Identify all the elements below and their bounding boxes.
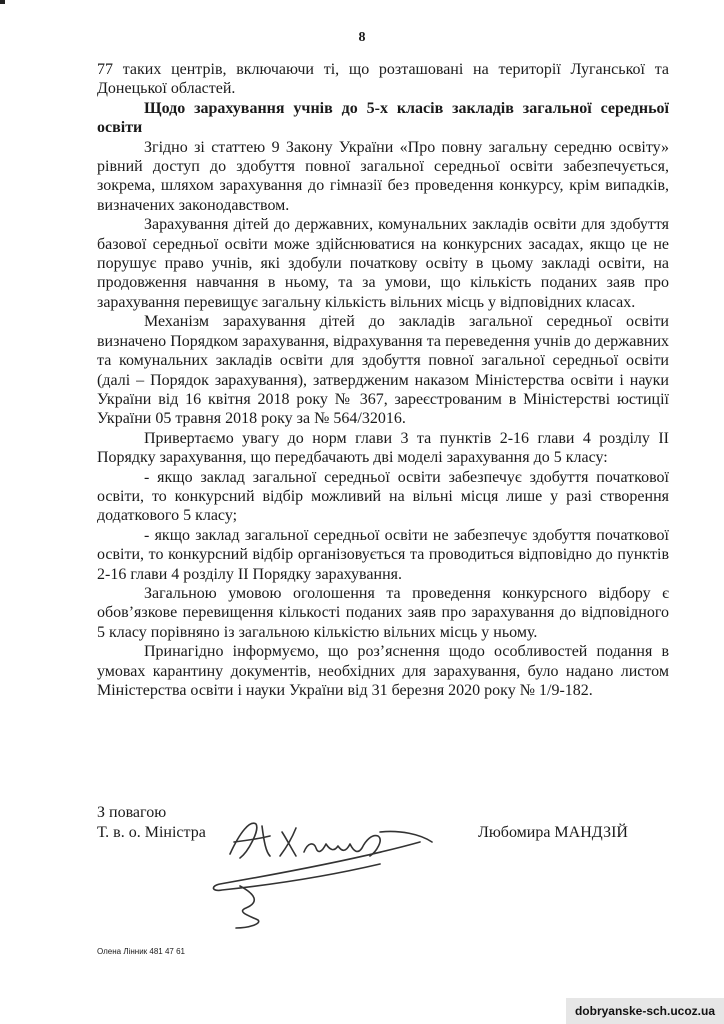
page-number: 8 [358,30,366,45]
paragraph-admission-procedure: Механізм зарахування дітей до закладів загальної середньої освіти визначено Порядком зарахування, відрахування та переведення учнів до державних та комунальних закладів освіти для здобуття повної загальної середньої освіти (далі – Порядок зарахування), затвердженим наказом Міністерства освіти і науки України від 16 квітня 2018 року № 367, зареєстрованим в Міністерстві юстиції України 05 травня 2018 року за № 564/32016. [97,313,669,428]
paragraph-continuation: 77 таких центрів, включаючи ті, що розташовані на території Луганської та Донецької областей. [97,61,669,98]
closing-block [97,803,206,843]
closing-regards: З повагою [97,804,167,821]
paragraph-competitive-admission: Зарахування дітей до державних, комунальних закладів освіти для здобуття базової середньої освіти може здійснюватися на конкурсних засадах, якщо це не порушує право учнів, які здобули початкову освіту в цьому закладі освіти, на продовження навчання в ньому, та за умови, що кількість поданих заяв про зарахування перевищує загальну кількість вільних місць у відповідних класах. [97,216,669,311]
list-item-model-two: - якщо заклад загальної середньої освіти не забезпечує здобуття початкової освіти, то конкурсний відбір організовується та проводиться відповідно до пунктів 2-16 глави 4 розділу II Порядку зарахування. [97,526,669,583]
list-item-model-one: - якщо заклад загальної середньої освіти забезпечує здобуття початкової освіти, то конкурсний відбір можливий на вільні місця лише у разі створення додаткового 5 класу; [97,468,669,525]
paragraph-two-models: Привертаємо увагу до норм глави 3 та пунктів 2-16 глави 4 розділу II Порядку зарахування, що передбачають дві моделі зарахування до 5 класу: [97,429,669,467]
signer-position: Т. в. о. Міністра [97,824,206,841]
scan-mark [0,0,5,4]
section-heading: Щодо зарахування учнів до 5-х класів закладів загальної середньої освіти [97,99,669,137]
signatory-name: Любомира МАНДЗІЙ [478,824,628,841]
paragraph-quarantine-note: Принагідно інформуємо, що роз’яснення щодо особливостей подання в умовах карантину документів, необхідних для зарахування, було надано листом Міністерства освіти і науки України від 31 березня 2020 року № 1/9-182. [97,643,669,699]
handwritten-signature [200,812,450,932]
paragraph-law-reference: Згідно зі статтею 9 Закону України «Про повну загальну середню освіту» рівний доступ до здобуття повної загальної середньої освіти забезпечується, зокрема, шляхом зарахування до гімназії без проведення конкурсу, крім випадків, визначених законодавством. [97,138,669,214]
executor-contact: Олена Лінник 481 47 61 [97,947,185,956]
site-watermark: dobryanske-sch.ucoz.ua [566,998,724,1024]
paragraph-general-condition: Загальною умовою оголошення та проведення конкурсного відбору є обов’язкове перевищення кількості поданих заяв про зарахування до відповідного 5 класу порівняно із загальною кількістю вільних місць у ньому. [97,584,669,641]
letter-body [97,60,669,700]
